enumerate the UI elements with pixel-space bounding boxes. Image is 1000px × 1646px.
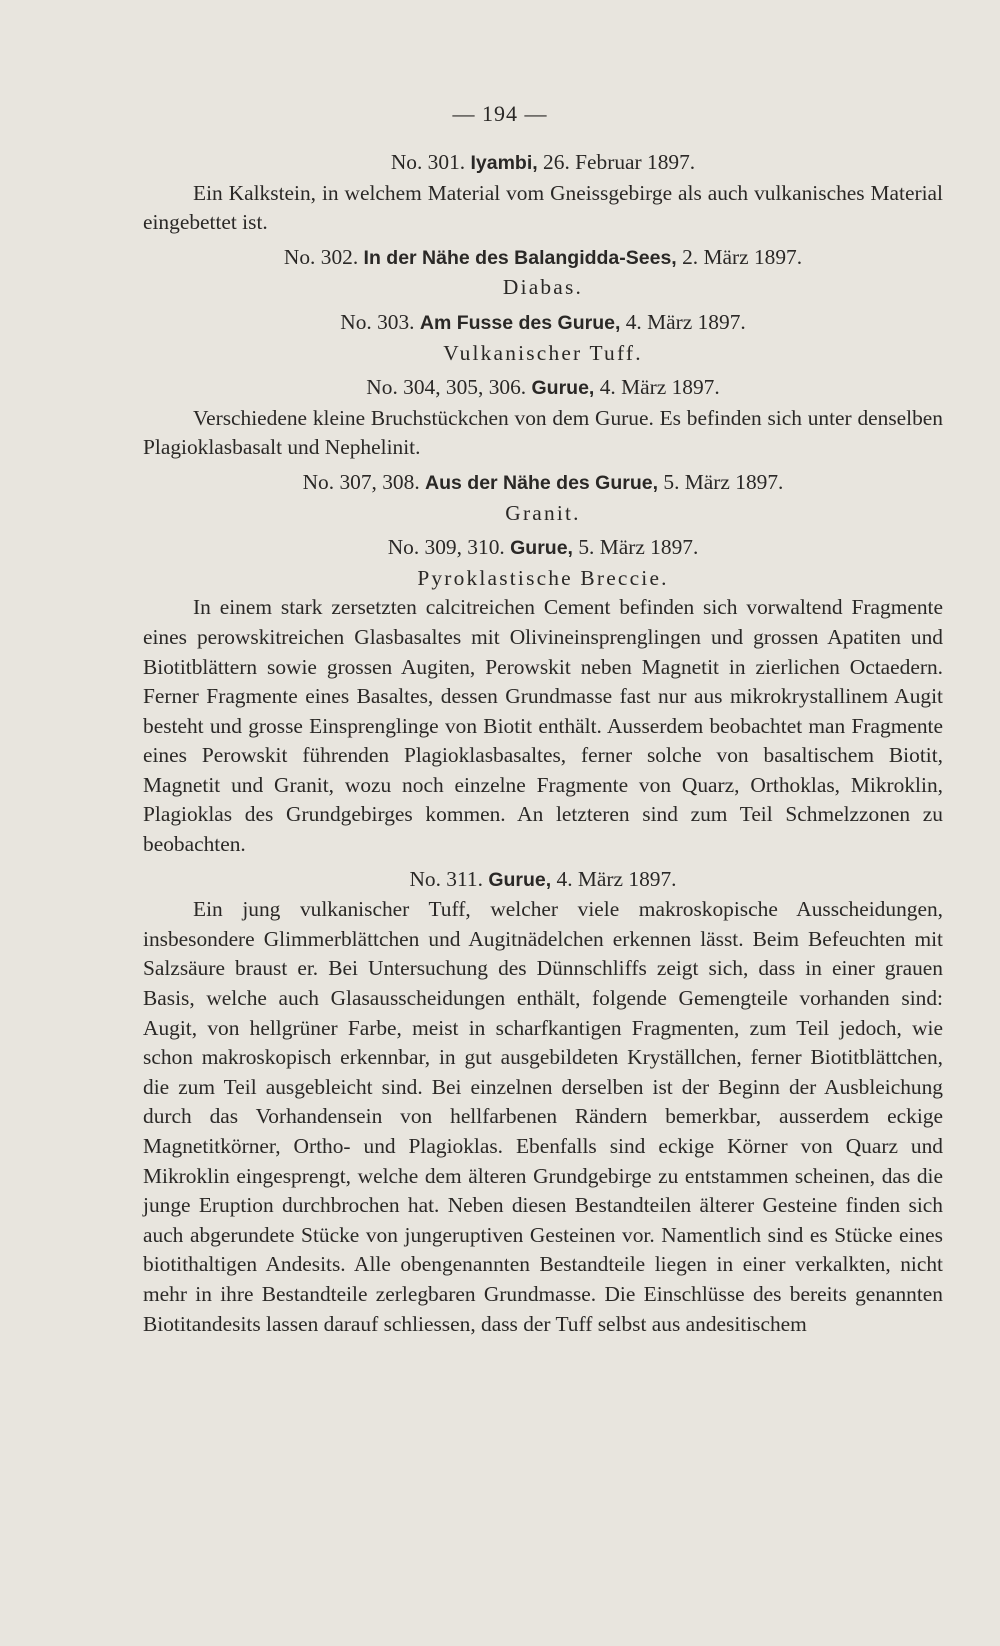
entry-date: 5. März 1897.: [663, 469, 784, 494]
entry-place: In der Nähe des Balangidda-Sees,: [363, 246, 677, 269]
entry-number: No. 311.: [409, 866, 483, 891]
entry-number: No. 309, 310.: [387, 535, 505, 560]
entry-place: Iyambi,: [470, 152, 538, 174]
entry-heading: [143, 533, 943, 564]
entry-heading: [143, 243, 943, 274]
entry-number: No. 302.: [283, 244, 359, 269]
entry-paragraph: Verschiedene kleine Bruchstückchen von dem Gurue. Es befinden sich unter denselben Plagioklasbasalt und Nephelinit.: [143, 405, 943, 460]
entry-heading: [143, 148, 943, 179]
entry-date: 4. März 1897.: [556, 866, 677, 891]
entry-number: No. 304, 305, 306.: [366, 375, 527, 400]
entry-date: 4. März 1897.: [625, 309, 746, 334]
entry-date: 5. März 1897.: [578, 535, 699, 560]
entry-place: Am Fusse des Gurue,: [419, 311, 621, 334]
entry-number: No. 301.: [390, 150, 466, 174]
entry-heading: [143, 373, 943, 404]
rock-type: Pyroklastische Breccie.: [417, 565, 669, 590]
entry-place: Gurue,: [488, 868, 552, 891]
entry-number: No. 303.: [340, 309, 415, 334]
entry-date: 4. März 1897.: [599, 375, 720, 400]
page-number: — 194 —: [452, 101, 548, 126]
rock-type: Granit.: [505, 500, 581, 525]
entry-heading: [143, 308, 943, 339]
entry-paragraph: In einem stark zersetzten calcitreichen Cement befinden sich vorwaltend Fragmente eines perowskitreichen Glasbasaltes mit Olivineinsprenglingen und grossen Apatiten und Biotitblättern sowie grossen Augiten, Perowskit neben Magnetit in zierlichen Octaedern. Ferner Fragmente eines Basaltes, dessen Grundmasse fast nur aus mikrokrystallinem Augit besteht und grosse Einsprenglinge von Biotit enthält. Ausserdem beobachtet man Fragmente eines Perowskit führenden Plagioklasbasaltes, ferner solche von basaltischem Biotit, Magnetit und Granit, wozu noch einzelne Fragmente von Quarz, Orthoklas, Mikroklin, Plagioklas des Grundgebirges kommen. An letzteren sind zum Teil Schmelzzonen zu beobachten.: [143, 595, 943, 857]
entry-number: No. 307, 308.: [302, 469, 420, 494]
document-body: [143, 148, 943, 1339]
entry-paragraph: Ein jung vulkanischer Tuff, welcher viele makroskopische Ausscheidungen, insbesondere Glimmerblättchen und Augitnädelchen erkennen lässt. Beim Befeuchten mit Salzsäure braust er. Bei Untersuchung des Dünnschliffs zeigt sich, dass in einer grauen Basis, welche auch Glasausscheidungen enthält, folgende Gemengteile vorhanden sind: Augit, von hellgrüner Farbe, meist in scharfkantigen Fragmenten, zum Teil jedoch, wie schon makroskopisch erkennbar, in gut ausgebildeten Kryställchen, ferner Biotitblättchen, die zum Teil ausgebleicht sind. Bei einzelnen derselben ist der Beginn der Ausbleichung durch das Vorhandensein von hellfarbenen Rändern bemerkbar, ausserdem eckige Magnetitkörner, Ortho- und Plagioklas. Ebenfalls sind eckige Körner von Quarz und Mikroklin eingesprengt, welche dem älteren Grundgebirge zu entstammen scheinen, das die junge Eruption durchbrochen hat. Neben diesen Bestandteilen älterer Gesteine finden sich auch abgerundete Stücke von jungeruptiven Gesteinen vor. Namentlich sind es Stücke eines biotithaltigen Andesits. Alle obengenannten Bestandteile liegen in einer verkalkten, nicht mehr in ihre Bestandteile zerlegbaren Grundmasse. Die Einschlüsse des bereits genannten Biotitandesits lassen darauf schliessen, dass der Tuff selbst aus andesitischem: [143, 897, 943, 1336]
rock-type: Diabas.: [502, 275, 584, 300]
entry-date: 26. Februar 1897.: [543, 150, 696, 174]
entry-place: Gurue,: [531, 377, 595, 400]
entry-place: Gurue,: [510, 537, 573, 560]
rock-type: Vulkanischer Tuff.: [443, 340, 643, 365]
entry-date: 2. März 1897.: [682, 244, 803, 269]
entry-heading: [143, 865, 943, 896]
entry-heading: [143, 468, 943, 499]
entry-place: Aus der Nähe des Gurue,: [425, 471, 659, 494]
entry-paragraph: Ein Kalkstein, in welchem Material vom Gneissgebirge als auch vulkanisches Material eingebettet ist.: [143, 180, 943, 235]
